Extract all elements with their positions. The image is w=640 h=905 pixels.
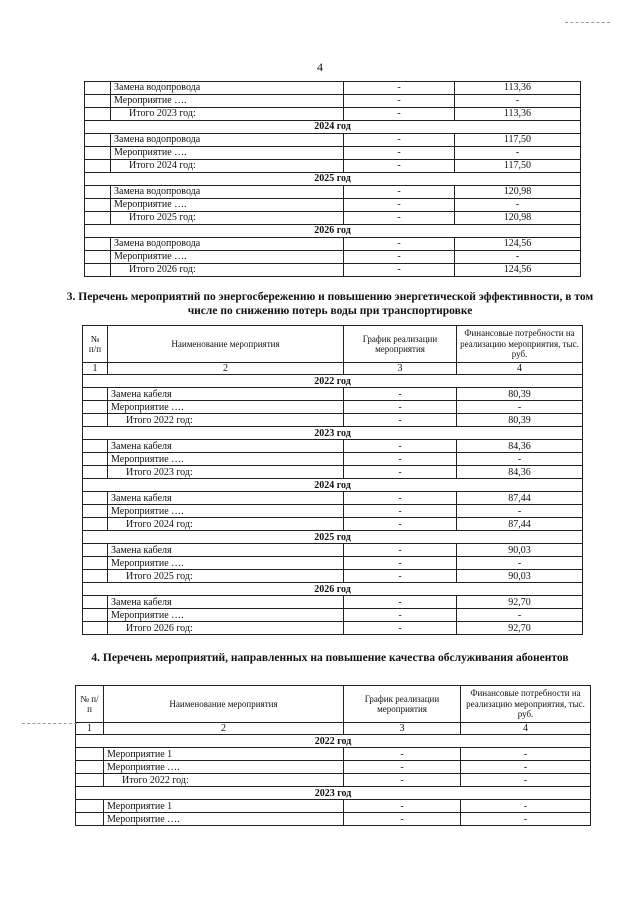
- year-row: [85, 121, 581, 134]
- cell-number: [85, 251, 111, 264]
- cell-number: [83, 544, 108, 557]
- header-name: Наименование мероприятия: [108, 326, 344, 363]
- cell-cost: 124,56: [455, 238, 581, 251]
- table-row: [85, 186, 581, 199]
- cell-number: [85, 95, 111, 108]
- cell-cost: 90,03: [457, 570, 583, 583]
- header-schedule: График реализации мероприятия: [344, 326, 457, 363]
- column-number: 4: [457, 363, 583, 375]
- section-4-title: 4. Перечень мероприятий, направленных на повышение качества обслуживания абонентов: [91, 652, 569, 664]
- cell-schedule: -: [344, 95, 455, 108]
- cell-cost: -: [461, 800, 591, 813]
- year-heading: 2025 год: [83, 531, 583, 544]
- year-row: [76, 735, 591, 748]
- header-cost: Финансовые потребности на реализацию мероприятия, тыс. руб.: [457, 326, 583, 363]
- cell-cost: -: [457, 505, 583, 518]
- cell-cost: 117,50: [455, 134, 581, 147]
- cell-name: Замена водопровода: [111, 186, 344, 199]
- cell-number: [76, 748, 104, 761]
- cell-number: [83, 609, 108, 622]
- table-row: [76, 748, 591, 761]
- table-row: [83, 453, 583, 466]
- cell-cost: -: [461, 813, 591, 826]
- column-number: 2: [108, 363, 344, 375]
- table-row: [83, 557, 583, 570]
- year-row: [83, 375, 583, 388]
- column-number: 1: [76, 723, 104, 735]
- cell-cost: -: [457, 453, 583, 466]
- cell-schedule: -: [344, 212, 455, 225]
- cell-schedule: -: [344, 466, 457, 479]
- cell-cost: 84,36: [457, 440, 583, 453]
- cell-cost: -: [461, 761, 591, 774]
- cell-schedule: -: [344, 570, 457, 583]
- cell-name: Мероприятие ….: [111, 199, 344, 212]
- scan-mark: [22, 723, 77, 724]
- cell-schedule: -: [344, 134, 455, 147]
- column-number: 3: [344, 723, 461, 735]
- cell-name: Замена кабеля: [108, 388, 344, 401]
- cell-number: [85, 212, 111, 225]
- scan-mark: [565, 22, 610, 23]
- cell-name: Замена водопровода: [111, 134, 344, 147]
- cell-number: [85, 82, 111, 95]
- year-heading: 2024 год: [85, 121, 581, 134]
- cell-schedule: -: [344, 505, 457, 518]
- cell-number: [76, 761, 104, 774]
- section-3-title: 3. Перечень мероприятий по энергосбережению и повышению энергетической эффективности, в том числе по снижению потерь воды при транспортировке: [66, 291, 594, 317]
- total-row: [83, 570, 583, 583]
- table-row: [85, 251, 581, 264]
- table-row: [85, 199, 581, 212]
- cell-schedule: -: [344, 557, 457, 570]
- table-row: [85, 134, 581, 147]
- cell-name: Итого 2022 год:: [108, 414, 344, 427]
- total-row: [83, 518, 583, 531]
- cell-name: Итого 2022 год:: [104, 774, 344, 787]
- cell-number: [85, 160, 111, 173]
- cell-name: Итого 2023 год:: [108, 466, 344, 479]
- cell-schedule: -: [344, 251, 455, 264]
- cell-name: Мероприятие ….: [108, 609, 344, 622]
- cell-number: [76, 813, 104, 826]
- cell-name: Итого 2026 год:: [111, 264, 344, 277]
- cell-cost: 120,98: [455, 212, 581, 225]
- cell-schedule: -: [344, 147, 455, 160]
- cell-number: [83, 570, 108, 583]
- total-row: [83, 414, 583, 427]
- table-row: [76, 813, 591, 826]
- cell-cost: -: [461, 774, 591, 787]
- cell-cost: 117,50: [455, 160, 581, 173]
- table-row: [83, 388, 583, 401]
- cell-number: [83, 414, 108, 427]
- year-row: [85, 225, 581, 238]
- year-heading: 2023 год: [83, 427, 583, 440]
- cell-cost: 92,70: [457, 596, 583, 609]
- table-row: [83, 492, 583, 505]
- cell-schedule: -: [344, 544, 457, 557]
- cell-schedule: -: [344, 160, 455, 173]
- cell-schedule: -: [344, 761, 461, 774]
- cell-name: Замена кабеля: [108, 544, 344, 557]
- table-row: [85, 82, 581, 95]
- total-row: [83, 466, 583, 479]
- cell-number: [76, 800, 104, 813]
- year-heading: 2025 год: [85, 173, 581, 186]
- cell-cost: 80,39: [457, 414, 583, 427]
- cell-cost: 87,44: [457, 492, 583, 505]
- cell-schedule: -: [344, 492, 457, 505]
- cell-schedule: -: [344, 108, 455, 121]
- cell-cost: -: [455, 95, 581, 108]
- cell-cost: 124,56: [455, 264, 581, 277]
- table-water-supply-continued: [84, 81, 581, 277]
- cell-name: Итого 2023 год:: [111, 108, 344, 121]
- cell-cost: 90,03: [457, 544, 583, 557]
- cell-schedule: -: [344, 440, 457, 453]
- cell-number: [85, 199, 111, 212]
- table-row: [85, 147, 581, 160]
- cell-number: [83, 622, 108, 635]
- cell-cost: 84,36: [457, 466, 583, 479]
- cell-number: [83, 388, 108, 401]
- cell-name: Замена водопровода: [111, 238, 344, 251]
- cell-cost: -: [455, 199, 581, 212]
- cell-name: Итого 2026 год:: [108, 622, 344, 635]
- cell-cost: -: [455, 251, 581, 264]
- table-row: [83, 505, 583, 518]
- column-number: 1: [83, 363, 108, 375]
- table-energy-saving: [82, 325, 583, 635]
- cell-number: [83, 466, 108, 479]
- cell-number: [83, 596, 108, 609]
- header-cost: Финансовые потребности на реализацию мероприятия, тыс. руб.: [461, 686, 591, 723]
- cell-name: Мероприятие ….: [108, 557, 344, 570]
- cell-number: [83, 518, 108, 531]
- cell-schedule: -: [344, 518, 457, 531]
- cell-schedule: -: [344, 264, 455, 277]
- cell-number: [85, 186, 111, 199]
- table-row: [83, 440, 583, 453]
- cell-cost: -: [455, 147, 581, 160]
- cell-schedule: -: [344, 748, 461, 761]
- year-row: [83, 479, 583, 492]
- cell-number: [85, 264, 111, 277]
- cell-name: Итого 2024 год:: [111, 160, 344, 173]
- cell-name: Мероприятие ….: [108, 505, 344, 518]
- column-number: 3: [344, 363, 457, 375]
- column-number: 4: [461, 723, 591, 735]
- table-customer-service: [75, 685, 591, 826]
- cell-number: [85, 147, 111, 160]
- cell-number: [83, 505, 108, 518]
- year-row: [76, 787, 591, 800]
- cell-name: Мероприятие 1: [104, 748, 344, 761]
- year-heading: 2024 год: [83, 479, 583, 492]
- cell-schedule: -: [344, 238, 455, 251]
- year-heading: 2022 год: [83, 375, 583, 388]
- header-name: Наименование мероприятия: [104, 686, 344, 723]
- cell-number: [83, 557, 108, 570]
- year-heading: 2023 год: [76, 787, 591, 800]
- cell-number: [83, 401, 108, 414]
- header-schedule: График реализации мероприятия: [344, 686, 461, 723]
- year-row: [83, 427, 583, 440]
- cell-name: Итого 2025 год:: [111, 212, 344, 225]
- total-row: [85, 264, 581, 277]
- column-number: 2: [104, 723, 344, 735]
- cell-name: Мероприятие ….: [104, 813, 344, 826]
- page-number: 4: [317, 60, 323, 74]
- cell-schedule: -: [344, 774, 461, 787]
- cell-cost: 92,70: [457, 622, 583, 635]
- year-heading: 2026 год: [83, 583, 583, 596]
- cell-schedule: -: [344, 186, 455, 199]
- header-number: № п/п: [83, 326, 108, 363]
- cell-cost: 80,39: [457, 388, 583, 401]
- total-row: [85, 160, 581, 173]
- table-row: [76, 800, 591, 813]
- cell-schedule: -: [344, 453, 457, 466]
- cell-schedule: -: [344, 199, 455, 212]
- year-row: [83, 583, 583, 596]
- table-row: [83, 596, 583, 609]
- cell-name: Мероприятие ….: [111, 251, 344, 264]
- cell-number: [76, 774, 104, 787]
- cell-schedule: -: [344, 388, 457, 401]
- cell-number: [83, 492, 108, 505]
- cell-schedule: -: [344, 622, 457, 635]
- cell-cost: -: [457, 401, 583, 414]
- cell-name: Итого 2024 год:: [108, 518, 344, 531]
- cell-number: [85, 238, 111, 251]
- total-row: [83, 622, 583, 635]
- cell-cost: -: [457, 557, 583, 570]
- total-row: [85, 108, 581, 121]
- year-row: [83, 531, 583, 544]
- cell-cost: 87,44: [457, 518, 583, 531]
- cell-name: Мероприятие ….: [104, 761, 344, 774]
- cell-cost: -: [457, 609, 583, 622]
- table-row: [85, 238, 581, 251]
- cell-name: Замена кабеля: [108, 596, 344, 609]
- table-row: [83, 401, 583, 414]
- cell-schedule: -: [344, 414, 457, 427]
- cell-schedule: -: [344, 401, 457, 414]
- cell-number: [85, 108, 111, 121]
- cell-number: [83, 440, 108, 453]
- cell-name: Замена кабеля: [108, 492, 344, 505]
- cell-schedule: -: [344, 813, 461, 826]
- cell-number: [83, 453, 108, 466]
- year-heading: 2022 год: [76, 735, 591, 748]
- cell-name: Мероприятие 1: [104, 800, 344, 813]
- cell-name: Замена кабеля: [108, 440, 344, 453]
- year-row: [85, 173, 581, 186]
- cell-name: Мероприятие ….: [111, 95, 344, 108]
- cell-name: Итого 2025 год:: [108, 570, 344, 583]
- cell-cost: 120,98: [455, 186, 581, 199]
- table-row: [83, 609, 583, 622]
- cell-schedule: -: [344, 82, 455, 95]
- total-row: [85, 212, 581, 225]
- year-heading: 2026 год: [85, 225, 581, 238]
- table-row: [76, 761, 591, 774]
- total-row: [76, 774, 591, 787]
- cell-name: Замена водопровода: [111, 82, 344, 95]
- cell-name: Мероприятие ….: [108, 453, 344, 466]
- table-row: [83, 544, 583, 557]
- cell-schedule: -: [344, 596, 457, 609]
- table-row: [85, 95, 581, 108]
- cell-name: Мероприятие ….: [108, 401, 344, 414]
- cell-number: [85, 134, 111, 147]
- cell-cost: 113,36: [455, 108, 581, 121]
- cell-name: Мероприятие ….: [111, 147, 344, 160]
- cell-schedule: -: [344, 800, 461, 813]
- cell-cost: 113,36: [455, 82, 581, 95]
- cell-cost: -: [461, 748, 591, 761]
- header-number: № п/п: [76, 686, 104, 723]
- cell-schedule: -: [344, 609, 457, 622]
